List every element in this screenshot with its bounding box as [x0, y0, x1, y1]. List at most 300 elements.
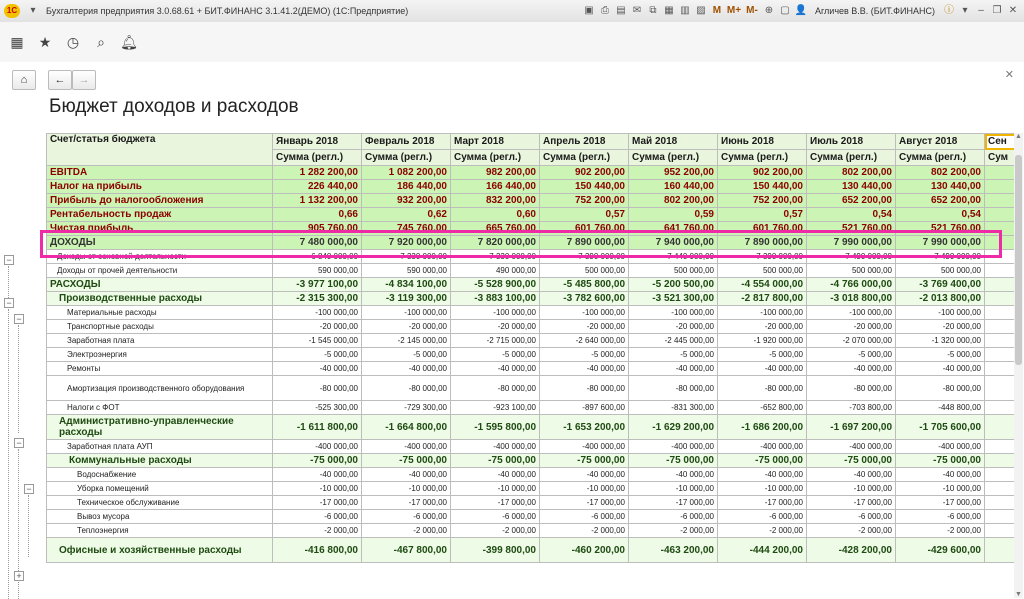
value-cell[interactable]: -2 145 000,00	[362, 334, 451, 348]
value-cell[interactable]: 7 330 000,00	[362, 250, 451, 264]
value-cell[interactable]: 0,54	[896, 208, 985, 222]
close-icon[interactable]: ✕	[1004, 69, 1014, 81]
value-cell[interactable]: -40 000,00	[629, 362, 718, 376]
value-cell[interactable]: 521 760,00	[896, 222, 985, 236]
value-cell[interactable]: -1 595 800,00	[451, 415, 540, 440]
value-cell[interactable]: 500 000,00	[718, 264, 807, 278]
value-cell[interactable]: -428 200,00	[807, 538, 896, 563]
value-cell-clipped[interactable]	[985, 376, 1015, 401]
table-row[interactable]	[47, 496, 1015, 510]
value-cell[interactable]: -10 000,00	[896, 482, 985, 496]
calendar-icon[interactable]: ▥	[680, 5, 690, 16]
value-cell[interactable]: -100 000,00	[896, 306, 985, 320]
value-cell[interactable]: 752 200,00	[540, 194, 629, 208]
table-row[interactable]	[47, 250, 1015, 264]
value-cell[interactable]: -40 000,00	[273, 362, 362, 376]
value-cell[interactable]: 150 440,00	[718, 180, 807, 194]
value-cell[interactable]: -5 000,00	[451, 348, 540, 362]
table-row[interactable]	[47, 362, 1015, 376]
user-name[interactable]: Агличев В.В. (БИТ.ФИНАНС)	[814, 6, 935, 16]
value-cell[interactable]: -2 000,00	[362, 524, 451, 538]
value-cell-clipped[interactable]	[985, 208, 1015, 222]
column-header-month[interactable]: Июль 2018	[807, 134, 896, 150]
value-cell[interactable]: 490 000,00	[451, 264, 540, 278]
value-cell[interactable]: -1 611 800,00	[273, 415, 362, 440]
table-row[interactable]	[47, 306, 1015, 320]
value-cell[interactable]: -4 766 000,00	[807, 278, 896, 292]
value-cell[interactable]: -40 000,00	[807, 468, 896, 482]
value-cell[interactable]: -17 000,00	[451, 496, 540, 510]
table-row[interactable]	[47, 334, 1015, 348]
value-cell[interactable]: 0,54	[807, 208, 896, 222]
print-icon[interactable]: ⎙	[600, 5, 609, 16]
value-cell[interactable]: 7 490 000,00	[807, 250, 896, 264]
value-cell[interactable]: -6 000,00	[896, 510, 985, 524]
value-cell-clipped[interactable]	[985, 468, 1015, 482]
value-cell[interactable]: 7 990 000,00	[896, 236, 985, 250]
value-cell[interactable]: -3 521 300,00	[629, 292, 718, 306]
value-cell[interactable]: 665 760,00	[451, 222, 540, 236]
value-cell-clipped[interactable]	[985, 264, 1015, 278]
value-cell[interactable]: -1 653 200,00	[540, 415, 629, 440]
value-cell[interactable]: 130 440,00	[896, 180, 985, 194]
value-cell[interactable]: -80 000,00	[451, 376, 540, 401]
value-cell[interactable]: -40 000,00	[807, 362, 896, 376]
value-cell[interactable]: -10 000,00	[273, 482, 362, 496]
value-cell-clipped[interactable]	[985, 510, 1015, 524]
table-row[interactable]	[47, 194, 1015, 208]
value-cell[interactable]: -652 800,00	[718, 401, 807, 415]
value-cell-clipped[interactable]	[985, 180, 1015, 194]
table-row[interactable]	[47, 222, 1015, 236]
value-cell-clipped[interactable]	[985, 334, 1015, 348]
value-cell[interactable]: -10 000,00	[718, 482, 807, 496]
info-icon[interactable]: ⓘ	[944, 5, 954, 16]
value-cell[interactable]: -416 800,00	[273, 538, 362, 563]
value-cell[interactable]: -6 000,00	[362, 510, 451, 524]
value-cell[interactable]: -20 000,00	[540, 320, 629, 334]
vertical-scrollbar[interactable]	[1014, 133, 1023, 598]
value-cell[interactable]: -5 000,00	[540, 348, 629, 362]
value-cell[interactable]: -400 000,00	[896, 440, 985, 454]
column-header-month[interactable]: Май 2018	[629, 134, 718, 150]
value-cell[interactable]: -20 000,00	[273, 320, 362, 334]
table-row[interactable]	[47, 278, 1015, 292]
collapse-icon[interactable]: −	[4, 255, 14, 265]
restore-icon[interactable]: ❐	[992, 5, 1002, 16]
table-row[interactable]	[47, 320, 1015, 334]
table-row[interactable]	[47, 236, 1015, 250]
value-cell[interactable]: -400 000,00	[807, 440, 896, 454]
value-cell-clipped[interactable]	[985, 194, 1015, 208]
search-icon[interactable]: ⌕	[97, 34, 105, 50]
value-cell[interactable]: 652 200,00	[807, 194, 896, 208]
value-cell[interactable]: 500 000,00	[540, 264, 629, 278]
value-cell-clipped[interactable]	[985, 401, 1015, 415]
value-cell[interactable]: 500 000,00	[896, 264, 985, 278]
value-cell[interactable]: -40 000,00	[540, 362, 629, 376]
value-cell[interactable]: -5 000,00	[629, 348, 718, 362]
value-cell-clipped[interactable]	[985, 250, 1015, 264]
value-cell[interactable]: -40 000,00	[896, 362, 985, 376]
save-icon[interactable]: ▣	[584, 5, 594, 16]
column-subheader[interactable]: Сумма (регл.)	[362, 150, 451, 166]
zoom-icon[interactable]: ⊕	[764, 5, 774, 16]
column-subheader[interactable]: Сумма (регл.)	[807, 150, 896, 166]
value-cell[interactable]: 7 890 000,00	[718, 236, 807, 250]
value-cell[interactable]: 0,66	[273, 208, 362, 222]
value-cell[interactable]: -1 705 600,00	[896, 415, 985, 440]
value-cell[interactable]: 1 132 200,00	[273, 194, 362, 208]
value-cell[interactable]: -2 000,00	[540, 524, 629, 538]
scroll-thumb[interactable]	[1015, 155, 1022, 365]
value-cell[interactable]: 802 200,00	[629, 194, 718, 208]
value-cell[interactable]: -400 000,00	[362, 440, 451, 454]
value-cell[interactable]: -400 000,00	[273, 440, 362, 454]
value-cell-clipped[interactable]	[985, 496, 1015, 510]
value-cell[interactable]: -2 315 300,00	[273, 292, 362, 306]
value-cell[interactable]: -80 000,00	[362, 376, 451, 401]
value-cell[interactable]: 832 200,00	[451, 194, 540, 208]
value-cell[interactable]: -467 800,00	[362, 538, 451, 563]
history-icon[interactable]: ◷	[66, 34, 80, 50]
column-subheader[interactable]: Сум	[985, 150, 1015, 166]
value-cell[interactable]: -3 769 400,00	[896, 278, 985, 292]
calculator-icon[interactable]: ▨	[696, 5, 706, 16]
column-header-month[interactable]: Июнь 2018	[718, 134, 807, 150]
column-subheader[interactable]: Сумма (регл.)	[451, 150, 540, 166]
value-cell[interactable]: 7 940 000,00	[629, 236, 718, 250]
value-cell[interactable]: 752 200,00	[718, 194, 807, 208]
value-cell-clipped[interactable]	[985, 524, 1015, 538]
value-cell[interactable]: -100 000,00	[629, 306, 718, 320]
table-row[interactable]	[47, 348, 1015, 362]
window-close-icon[interactable]: ✕	[1008, 5, 1018, 16]
table-row[interactable]	[47, 440, 1015, 454]
table-row[interactable]	[47, 415, 1015, 440]
table-row[interactable]	[47, 524, 1015, 538]
value-cell-clipped[interactable]	[985, 362, 1015, 376]
value-cell[interactable]: -40 000,00	[451, 468, 540, 482]
value-cell-clipped[interactable]	[985, 454, 1015, 468]
value-cell[interactable]: 1 282 200,00	[273, 166, 362, 180]
value-cell[interactable]: 0,57	[718, 208, 807, 222]
column-header-account[interactable]: Счет/статья бюджета	[47, 134, 273, 166]
value-cell[interactable]: 932 200,00	[362, 194, 451, 208]
value-cell[interactable]: -17 000,00	[273, 496, 362, 510]
value-cell[interactable]: -6 000,00	[540, 510, 629, 524]
value-cell[interactable]: 7 390 000,00	[540, 250, 629, 264]
value-cell[interactable]: -17 000,00	[718, 496, 807, 510]
scroll-down-icon[interactable]: ▼	[1015, 591, 1022, 598]
column-header-month[interactable]: Апрель 2018	[540, 134, 629, 150]
table-row[interactable]	[47, 166, 1015, 180]
value-cell[interactable]: -2 715 000,00	[451, 334, 540, 348]
value-cell[interactable]: -460 200,00	[540, 538, 629, 563]
dropdown-arrow-icon[interactable]: ▾	[30, 5, 36, 16]
table-row[interactable]	[47, 401, 1015, 415]
value-cell[interactable]: 150 440,00	[540, 180, 629, 194]
value-cell[interactable]: 7 330 000,00	[451, 250, 540, 264]
value-cell[interactable]: -80 000,00	[540, 376, 629, 401]
value-cell[interactable]: -6 000,00	[273, 510, 362, 524]
value-cell[interactable]: -6 000,00	[629, 510, 718, 524]
minimize-icon[interactable]: –	[978, 5, 984, 16]
value-cell[interactable]: -400 000,00	[718, 440, 807, 454]
value-cell[interactable]: -40 000,00	[718, 362, 807, 376]
value-cell-clipped[interactable]	[985, 236, 1015, 250]
value-cell[interactable]: -80 000,00	[629, 376, 718, 401]
value-cell[interactable]: 7 440 000,00	[629, 250, 718, 264]
value-cell[interactable]: -20 000,00	[718, 320, 807, 334]
column-header-month[interactable]: Март 2018	[451, 134, 540, 150]
value-cell[interactable]: -40 000,00	[273, 468, 362, 482]
value-cell[interactable]: -2 445 000,00	[629, 334, 718, 348]
value-cell[interactable]: -80 000,00	[718, 376, 807, 401]
value-cell[interactable]: -3 782 600,00	[540, 292, 629, 306]
budget-grid[interactable]	[46, 133, 1014, 598]
value-cell[interactable]: -1 697 200,00	[807, 415, 896, 440]
value-cell-clipped[interactable]	[985, 278, 1015, 292]
column-header-month[interactable]: Август 2018	[896, 134, 985, 150]
value-cell[interactable]: -1 629 200,00	[629, 415, 718, 440]
value-cell[interactable]: -923 100,00	[451, 401, 540, 415]
value-cell[interactable]: 7 890 000,00	[540, 236, 629, 250]
value-cell[interactable]: 7 390 000,00	[718, 250, 807, 264]
value-cell[interactable]: -10 000,00	[629, 482, 718, 496]
value-cell[interactable]: 7 480 000,00	[273, 236, 362, 250]
value-cell[interactable]: -10 000,00	[807, 482, 896, 496]
value-cell[interactable]: -75 000,00	[807, 454, 896, 468]
value-cell[interactable]: -75 000,00	[718, 454, 807, 468]
star-icon[interactable]: ★	[38, 34, 52, 50]
column-subheader[interactable]: Сумма (регл.)	[718, 150, 807, 166]
value-cell[interactable]: -5 000,00	[896, 348, 985, 362]
table-row[interactable]	[47, 454, 1015, 468]
value-cell[interactable]: 0,62	[362, 208, 451, 222]
value-cell[interactable]: 590 000,00	[273, 264, 362, 278]
value-cell[interactable]: -2 000,00	[273, 524, 362, 538]
value-cell[interactable]: -2 817 800,00	[718, 292, 807, 306]
value-cell[interactable]: -2 000,00	[451, 524, 540, 538]
value-cell[interactable]: 7 490 000,00	[896, 250, 985, 264]
value-cell-clipped[interactable]	[985, 166, 1015, 180]
collapse-icon[interactable]: −	[14, 438, 24, 448]
value-cell[interactable]: -17 000,00	[362, 496, 451, 510]
table-row[interactable]	[47, 264, 1015, 278]
value-cell[interactable]: 0,60	[451, 208, 540, 222]
menu-arrow-icon[interactable]: ▾	[962, 5, 968, 16]
value-cell[interactable]: -525 300,00	[273, 401, 362, 415]
column-subheader[interactable]: Сумма (регл.)	[273, 150, 362, 166]
value-cell[interactable]: -6 000,00	[807, 510, 896, 524]
value-cell[interactable]: -75 000,00	[540, 454, 629, 468]
table-row[interactable]	[47, 292, 1015, 306]
value-cell[interactable]: -20 000,00	[807, 320, 896, 334]
value-cell[interactable]: -40 000,00	[629, 468, 718, 482]
value-cell[interactable]: -40 000,00	[896, 468, 985, 482]
home-button[interactable]	[12, 70, 36, 90]
value-cell[interactable]: 745 760,00	[362, 222, 451, 236]
value-cell[interactable]: -20 000,00	[629, 320, 718, 334]
back-button[interactable]	[48, 70, 72, 90]
value-cell[interactable]: 521 760,00	[807, 222, 896, 236]
value-cell[interactable]: 130 440,00	[807, 180, 896, 194]
value-cell[interactable]: -80 000,00	[273, 376, 362, 401]
value-cell[interactable]: -2 640 000,00	[540, 334, 629, 348]
value-cell[interactable]: 0,57	[540, 208, 629, 222]
app-logo-icon[interactable]: 1С	[4, 4, 20, 18]
value-cell[interactable]: -40 000,00	[451, 362, 540, 376]
value-cell[interactable]: -2 000,00	[718, 524, 807, 538]
mem-button-m[interactable]: M	[712, 5, 722, 16]
value-cell[interactable]: -1 686 200,00	[718, 415, 807, 440]
value-cell[interactable]: -17 000,00	[807, 496, 896, 510]
value-cell[interactable]: -1 920 000,00	[718, 334, 807, 348]
column-subheader[interactable]: Сумма (регл.)	[540, 150, 629, 166]
value-cell[interactable]: 902 200,00	[718, 166, 807, 180]
value-cell[interactable]: -5 000,00	[718, 348, 807, 362]
page-icon[interactable]: ▢	[780, 5, 790, 16]
value-cell[interactable]: -20 000,00	[451, 320, 540, 334]
value-cell[interactable]: -3 883 100,00	[451, 292, 540, 306]
value-cell[interactable]: -4 834 100,00	[362, 278, 451, 292]
value-cell[interactable]: -100 000,00	[718, 306, 807, 320]
value-cell[interactable]: -40 000,00	[362, 468, 451, 482]
value-cell[interactable]: 500 000,00	[807, 264, 896, 278]
value-cell[interactable]: -75 000,00	[451, 454, 540, 468]
value-cell[interactable]: -17 000,00	[629, 496, 718, 510]
value-cell-clipped[interactable]	[985, 440, 1015, 454]
value-cell[interactable]: -5 000,00	[362, 348, 451, 362]
value-cell[interactable]: 802 200,00	[807, 166, 896, 180]
table-row[interactable]	[47, 180, 1015, 194]
value-cell[interactable]: 641 760,00	[629, 222, 718, 236]
table-row[interactable]	[47, 376, 1015, 401]
value-cell[interactable]: -5 000,00	[807, 348, 896, 362]
value-cell[interactable]: 601 760,00	[540, 222, 629, 236]
value-cell[interactable]: 905 760,00	[273, 222, 362, 236]
value-cell[interactable]: -5 485 800,00	[540, 278, 629, 292]
table-row[interactable]	[47, 510, 1015, 524]
value-cell[interactable]: -17 000,00	[540, 496, 629, 510]
value-cell[interactable]: -4 554 000,00	[718, 278, 807, 292]
mail-icon[interactable]: ✉	[632, 5, 642, 16]
value-cell[interactable]: -100 000,00	[362, 306, 451, 320]
value-cell[interactable]: -6 000,00	[451, 510, 540, 524]
bell-icon[interactable]: 🔔︎	[120, 34, 138, 50]
column-header-month[interactable]: Январь 2018	[273, 134, 362, 150]
value-cell[interactable]: -2 000,00	[629, 524, 718, 538]
value-cell-clipped[interactable]	[985, 348, 1015, 362]
value-cell[interactable]: -10 000,00	[451, 482, 540, 496]
value-cell[interactable]: 166 440,00	[451, 180, 540, 194]
value-cell[interactable]: -75 000,00	[896, 454, 985, 468]
value-cell[interactable]: 802 200,00	[896, 166, 985, 180]
value-cell[interactable]: 186 440,00	[362, 180, 451, 194]
collapse-icon[interactable]: −	[4, 298, 14, 308]
value-cell[interactable]: -2 013 800,00	[896, 292, 985, 306]
column-subheader[interactable]: Сумма (регл.)	[896, 150, 985, 166]
value-cell[interactable]: 601 760,00	[718, 222, 807, 236]
value-cell[interactable]: 6 840 000,00	[273, 250, 362, 264]
value-cell[interactable]: -75 000,00	[362, 454, 451, 468]
value-cell[interactable]: -448 800,00	[896, 401, 985, 415]
value-cell-clipped[interactable]	[985, 306, 1015, 320]
value-cell[interactable]: -400 000,00	[540, 440, 629, 454]
value-cell[interactable]: -5 000,00	[273, 348, 362, 362]
column-header-month[interactable]: Сен	[985, 134, 1015, 150]
value-cell[interactable]: -1 545 000,00	[273, 334, 362, 348]
value-cell[interactable]: -3 977 100,00	[273, 278, 362, 292]
preview-icon[interactable]: ▤	[616, 5, 626, 16]
value-cell[interactable]: -10 000,00	[540, 482, 629, 496]
value-cell[interactable]: -2 000,00	[807, 524, 896, 538]
value-cell[interactable]: 7 990 000,00	[807, 236, 896, 250]
value-cell[interactable]: -400 000,00	[451, 440, 540, 454]
value-cell[interactable]: -729 300,00	[362, 401, 451, 415]
value-cell[interactable]: -400 000,00	[629, 440, 718, 454]
value-cell[interactable]: 7 820 000,00	[451, 236, 540, 250]
copy-icon[interactable]: ▦	[664, 5, 674, 16]
value-cell[interactable]: 982 200,00	[451, 166, 540, 180]
value-cell-clipped[interactable]	[985, 538, 1015, 563]
value-cell[interactable]: 0,59	[629, 208, 718, 222]
value-cell[interactable]: -17 000,00	[896, 496, 985, 510]
mem-button-m-minus[interactable]: M-	[746, 5, 758, 16]
value-cell-clipped[interactable]	[985, 482, 1015, 496]
value-cell[interactable]: -2 070 000,00	[807, 334, 896, 348]
value-cell[interactable]: 160 440,00	[629, 180, 718, 194]
table-row[interactable]	[47, 538, 1015, 563]
value-cell[interactable]: -40 000,00	[540, 468, 629, 482]
value-cell[interactable]: 652 200,00	[896, 194, 985, 208]
collapse-icon[interactable]: −	[14, 314, 24, 324]
mem-button-m-plus[interactable]: M+	[726, 5, 742, 16]
table-row[interactable]	[47, 208, 1015, 222]
value-cell[interactable]: -100 000,00	[451, 306, 540, 320]
value-cell[interactable]: 952 200,00	[629, 166, 718, 180]
value-cell[interactable]: -3 018 800,00	[807, 292, 896, 306]
value-cell[interactable]: -429 600,00	[896, 538, 985, 563]
value-cell[interactable]: -5 528 900,00	[451, 278, 540, 292]
column-header-month[interactable]: Февраль 2018	[362, 134, 451, 150]
value-cell[interactable]: 902 200,00	[540, 166, 629, 180]
value-cell[interactable]: -40 000,00	[362, 362, 451, 376]
value-cell-clipped[interactable]	[985, 320, 1015, 334]
expand-icon[interactable]: +	[14, 571, 24, 581]
value-cell[interactable]: -75 000,00	[273, 454, 362, 468]
value-cell[interactable]: -444 200,00	[718, 538, 807, 563]
value-cell[interactable]: 500 000,00	[629, 264, 718, 278]
value-cell[interactable]: -75 000,00	[629, 454, 718, 468]
value-cell[interactable]: -3 119 300,00	[362, 292, 451, 306]
value-cell[interactable]: -20 000,00	[896, 320, 985, 334]
value-cell[interactable]: -100 000,00	[807, 306, 896, 320]
value-cell[interactable]: -1 320 000,00	[896, 334, 985, 348]
value-cell-clipped[interactable]	[985, 292, 1015, 306]
value-cell-clipped[interactable]	[985, 415, 1015, 440]
value-cell[interactable]: -20 000,00	[362, 320, 451, 334]
value-cell[interactable]: -10 000,00	[362, 482, 451, 496]
attach-icon[interactable]: ⧉	[649, 5, 657, 16]
forward-button[interactable]	[72, 70, 96, 90]
column-subheader[interactable]: Сумма (регл.)	[629, 150, 718, 166]
table-row[interactable]	[47, 482, 1015, 496]
value-cell[interactable]: -40 000,00	[718, 468, 807, 482]
collapse-icon[interactable]: −	[24, 484, 34, 494]
value-cell[interactable]: -100 000,00	[540, 306, 629, 320]
